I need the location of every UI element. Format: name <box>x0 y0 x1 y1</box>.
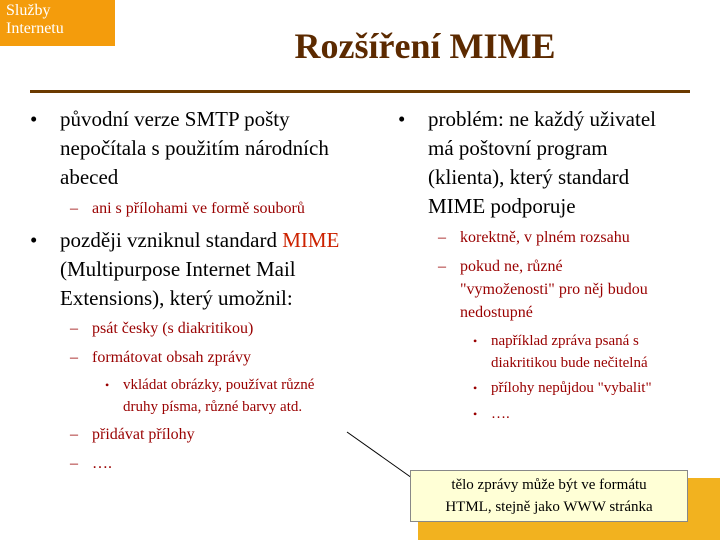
callout-line-2: HTML, stejně jako WWW stránka <box>445 499 653 515</box>
bullet-glyph: • <box>398 107 406 131</box>
right-subsub-1-line-2: diakritikou bude nečitelná <box>491 355 648 371</box>
mime-highlight: MIME <box>282 228 340 252</box>
right-subsub-2-text: přílohy nepůjdou "vybalit" <box>491 380 652 396</box>
dash-glyph: – <box>70 200 78 217</box>
left-sub-4-text: přidávat přílohy <box>92 426 195 443</box>
dash-glyph: – <box>438 258 446 275</box>
dash-glyph: – <box>70 320 78 337</box>
bullet-glyph: • <box>473 334 478 348</box>
bullet-glyph: • <box>105 378 110 392</box>
left-sub-5-text: …. <box>92 455 112 472</box>
left-subsub-1-line-1: vkládat obrázky, používat různé <box>123 377 315 393</box>
corner-line-1: Služby <box>6 2 51 19</box>
right-sub-2-line-3: nedostupné <box>460 304 533 321</box>
slide-title: Rozšíření MIME <box>294 26 556 66</box>
left-bullet-2-line-2: (Multipurpose Internet Mail <box>60 257 296 281</box>
bullet-glyph: • <box>473 381 478 395</box>
corner-line-2: Internetu <box>6 20 64 37</box>
left-sub-3-text: formátovat obsah zprávy <box>92 349 252 366</box>
dash-glyph: – <box>438 229 446 246</box>
callout-line-1: tělo zprávy může být ve formátu <box>451 477 647 493</box>
left-sub-1-text: ani s přílohami ve formě souborů <box>92 200 305 217</box>
right-sub-2-line-2: "vymoženosti" pro něj budou <box>460 281 648 298</box>
right-subsub-1-line-1: například zpráva psaná s <box>491 333 639 349</box>
dash-glyph: – <box>70 426 78 443</box>
bullet-glyph: • <box>473 407 478 421</box>
right-bullet-1-line-2: má poštovní program <box>428 136 608 160</box>
callout-pointer-line <box>347 432 412 478</box>
dash-glyph: – <box>70 349 78 366</box>
callout-box <box>410 470 688 522</box>
bullet-glyph: • <box>30 228 38 252</box>
right-sub-2-line-1: pokud ne, různé <box>460 258 563 275</box>
bullet-glyph: • <box>30 107 38 131</box>
right-sub-1-text: korektně, v plném rozsahu <box>460 229 630 246</box>
left-bullet-1-line-3: abeced <box>60 165 119 189</box>
left-subsub-1-line-2: druhy písma, různé barvy atd. <box>123 399 303 415</box>
dash-glyph: – <box>70 455 78 472</box>
right-bullet-1-line-4: MIME podporuje <box>428 194 576 218</box>
right-subsub-3-text: …. <box>491 406 510 422</box>
left-bullet-1-line-2: nepočítala s použitím národních <box>60 136 329 160</box>
left-sub-2-text: psát česky (s diakritikou) <box>92 320 254 337</box>
right-bullet-1-line-1: problém: ne každý uživatel <box>428 107 656 131</box>
left-bullet-2-line-3: Extensions), který umožnil: <box>60 286 293 310</box>
left-bullet-1-line-1: původní verze SMTP pošty <box>60 107 290 131</box>
right-bullet-1-line-3: (klienta), který standard <box>428 165 630 189</box>
left-bullet-2-pre: později vzniknul standard <box>60 228 283 252</box>
